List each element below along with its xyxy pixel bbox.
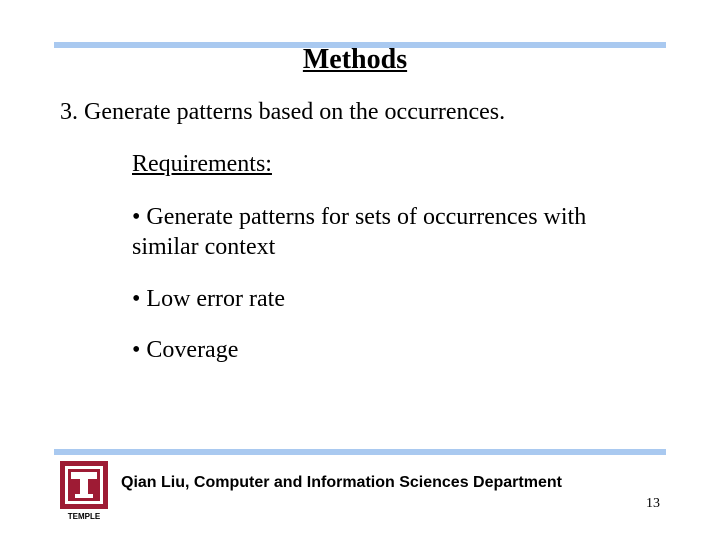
- footer-author-dept: Qian Liu, Computer and Information Sciences Department: [121, 474, 562, 491]
- logo-text: TEMPLE: [67, 512, 101, 521]
- temple-logo: [60, 461, 108, 521]
- page-number: 13: [646, 496, 660, 511]
- requirements-heading: Requirements:: [132, 151, 272, 177]
- bullet-item: • Coverage: [132, 337, 239, 363]
- bottom-rule: [54, 449, 666, 455]
- bullet-item: • Low error rate: [132, 286, 285, 312]
- slide-title: Methods: [302, 44, 408, 75]
- main-point: 3. Generate patterns based on the occurrences.: [60, 99, 506, 125]
- bullet-item: • Generate patterns for sets of occurrences with similar context: [132, 204, 587, 260]
